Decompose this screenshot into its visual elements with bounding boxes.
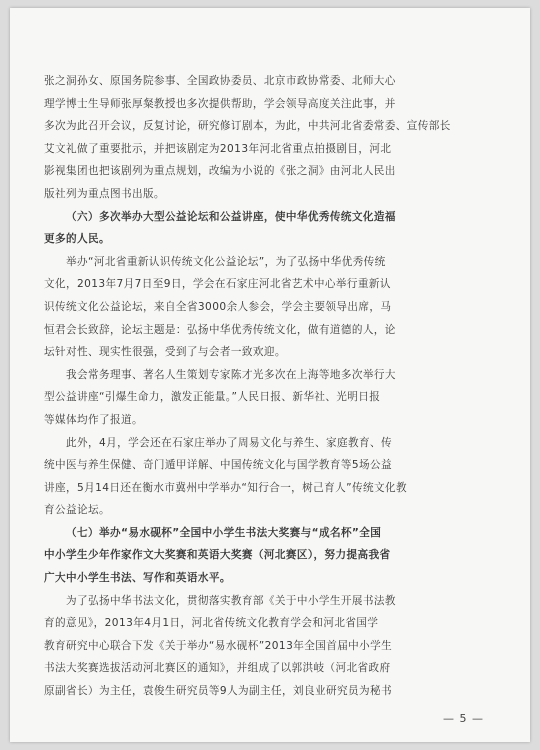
text-line: 育的意见》，2013年4月1日，河北省传统文化教育学会和河北省国学 <box>44 617 379 630</box>
text-line: 原副省长）为主任，袁俊生研究员等9人为副主任，刘良业研究员为秘书 <box>44 685 392 698</box>
text-line: 艾文礼做了重要批示，并把该剧定为2013年河北省重点拍摄剧目，河北 <box>44 142 392 155</box>
text-line: 张之洞孙女、原国务院参事、全国政协委员、北京市政协常委、北师大心 <box>44 75 396 87</box>
text-line: 恒君会长致辞，论坛主题是：弘扬中华优秀传统文化，做有道德的人，论 <box>44 323 396 336</box>
text-line: 坛针对性、现实性很强，受到了与会者一致欢迎。 <box>44 346 286 359</box>
text-line: 举办“河北省重新认识传统文化公益论坛”，为了弘扬中华优秀传统 <box>66 255 386 268</box>
text-line: 育公益论坛。 <box>44 504 110 517</box>
section-heading-7-cont: 广大中小学生书法、写作和英语水平。 <box>44 572 231 585</box>
text-line: 识传统文化公益论坛，来自全省3000余人参会，学会主要领导出席，马 <box>44 300 392 313</box>
body-text <box>44 70 480 703</box>
document-page <box>10 8 530 742</box>
page-number: — 5 — <box>443 712 484 725</box>
section-heading-6: （六）多次举办大型公益论坛和公益讲座，使中华优秀传统文化造福 <box>66 210 396 223</box>
text-line: 讲座，5月14日还在衡水市冀州中学举办“知行合一，树己育人”传统文化教 <box>44 481 408 494</box>
text-line: 为了弘扬中华书法文化，贯彻落实教育部《关于中小学生开展书法教 <box>66 594 396 607</box>
text-line: 理学博士生导师张厚粲教授也多次提供帮助，学会领导高度关注此事，并 <box>44 97 396 110</box>
text-line: 多次为此召开会议，反复讨论，研究修订剧本，为此，中共河北省委常委、宣传部长 <box>44 120 451 133</box>
text-line: 书法大奖赛选拔活动河北赛区的通知》，并组成了以郭洪岐（河北省政府 <box>44 662 391 675</box>
text-line: 影视集团也把该剧列为重点规划，改编为小说的《张之洞》由河北人民出 <box>44 165 396 178</box>
section-heading-7: （七）举办“易水砚杯”全国中小学生书法大奖赛与“成名杯”全国 <box>66 526 382 539</box>
text-line: 统中医与养生保健、奇门遁甲详解、中国传统文化与国学教育等5场公益 <box>44 459 392 472</box>
text-line: 型公益讲座“引爆生命力，激发正能量。”人民日报、新华社、光明日报 <box>44 391 381 404</box>
text-line: 文化，2013年7月7日至9日，学会在石家庄河北省艺术中心举行重新认 <box>44 278 391 291</box>
text-line: 版社列为重点图书出版。 <box>44 187 165 200</box>
text-line: 教育研究中心联合下发《关于举办“易水砚杯”2013年全国首届中小学生 <box>44 639 393 652</box>
text-line: 我会常务理事、著名人生策划专家陈才光多次在上海等地多次举行大 <box>66 368 396 381</box>
text-line: 此外，4月，学会还在石家庄举办了周易文化与养生、家庭教育、传 <box>66 436 392 449</box>
section-heading-7-cont: 中小学生少年作家作文大奖赛和英语大奖赛（河北赛区），努力提高我省 <box>44 549 391 562</box>
text-line: 等媒体均作了报道。 <box>44 413 143 426</box>
section-heading-6-cont: 更多的人民。 <box>44 233 110 246</box>
